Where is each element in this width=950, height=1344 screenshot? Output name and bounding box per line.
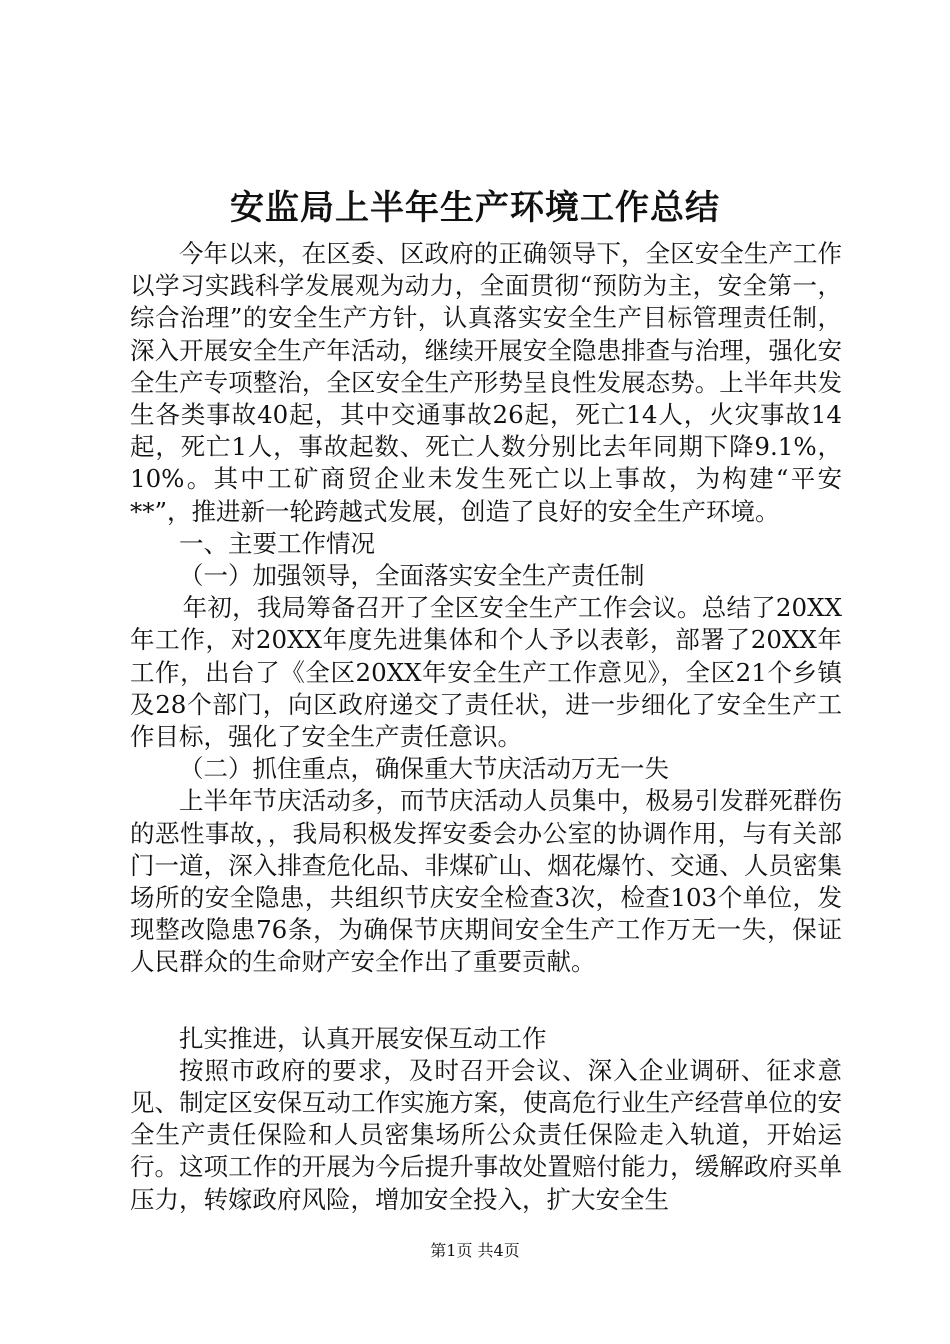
subsection-heading-2: （二）抓住重点，确保重大节庆活动万无一失 <box>179 754 669 784</box>
subsection-1-paragraph: 年初，我局筹备召开了全区安全生产工作会议。总结了20XX年工作，对20XX年度先进集体和个人予以表彰，部署了20XX年工作，出台了《全区20XX年安全生产工作意见》，全区21个乡镇及28个部门，向区政府递交了责任状，进一步细化了安全生产工作目标，强化了安全生产责任意识。 <box>130 593 842 752</box>
subsection-3-paragraph: 按照市政府的要求，及时召开会议、深入企业调研、征求意见、制定区安保互动工作实施方案，使高危行业生产经营单位的安全生产责任保险和人员密集场所公众责任保险走入轨道，开始运行。这项工作的开展为今后提升事故处置赔付能力，缓解政府买单压力，转嫁政府风险，增加安全投入，扩大安全生 <box>130 1055 842 1214</box>
subsection-heading-3: 扎实推进，认真开展安保互动工作 <box>179 1023 547 1053</box>
document-title: 安监局上半年生产环境工作总结 <box>230 188 720 228</box>
document-body <box>130 238 842 1216</box>
paragraph-spacer <box>130 979 842 1023</box>
subsection-2-paragraph: 上半年节庆活动多，而节庆活动人员集中，极易引发群死群伤的恶性事故，，我局积极发挥安委会办公室的协调作用，与有关部门一道，深入排查危化品、非煤矿山、烟花爆竹、交通、人员密集场所的安全隐患，共组织节庆安全检查3次，检查103个单位，发现整改隐患76条，为确保节庆期间安全生产工作万无一失，保证人民群众的生命财产安全作出了重要贡献。 <box>130 786 842 977</box>
page-footer: 第1页 共4页 <box>430 1241 520 1260</box>
intro-paragraph: 今年以来，在区委、区政府的正确领导下，全区安全生产工作以学习实践科学发展观为动力，全面贯彻“预防为主，安全第一，综合治理”的安全生产方针，认真落实安全生产目标管理责任制，深入开展安全生产年活动，继续开展安全隐患排查与治理，强化安全生产专项整治，全区安全生产形势呈良性发展态势。上半年共发生各类事故40起，其中交通事故26起，死亡14人，火灾事故14起，死亡1人，事故起数、死亡人数分别比去年同期下降9.1%，10%。其中工矿商贸企业未发生死亡以上事故，为构建“平安**”，推进新一轮跨越式发展，创造了良好的安全生产环境。 <box>130 239 842 526</box>
subsection-heading-1: （一）加强领导，全面落实安全生产责任制 <box>179 561 645 591</box>
section-heading-main-work: 一、主要工作情况 <box>179 528 375 558</box>
